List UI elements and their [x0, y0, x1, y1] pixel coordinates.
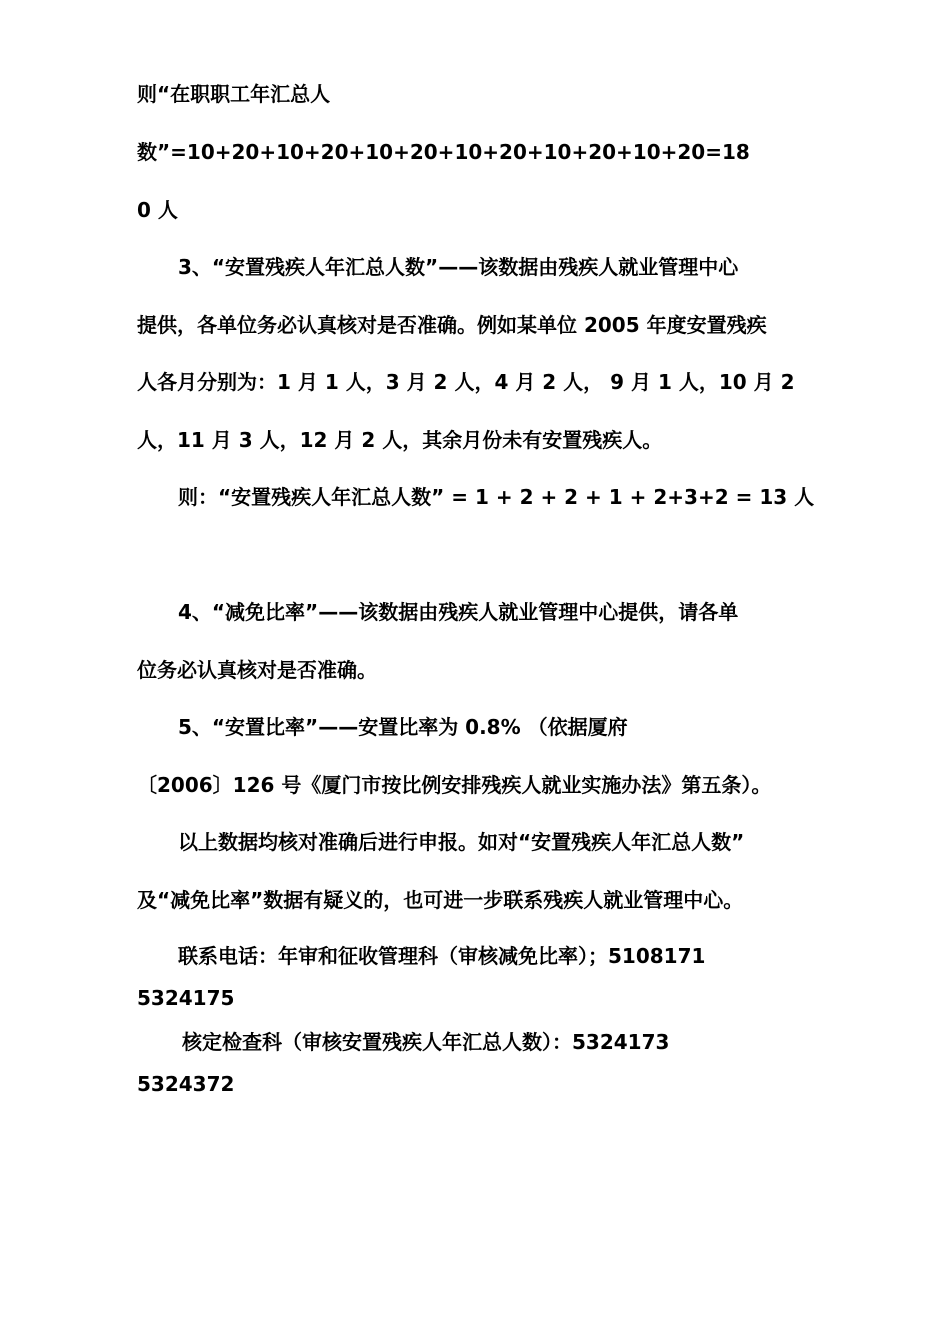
- paragraph-line: 5、“安置比率”——安置比率为 0.8% （依据厦府: [178, 715, 628, 739]
- paragraph-line: 及“减免比率”数据有疑义的，也可进一步联系残疾人就业管理中心。: [137, 888, 744, 912]
- paragraph-line: 位务必认真核对是否准确。: [137, 658, 377, 682]
- paragraph-line: 4、“减免比率”——该数据由残疾人就业管理中心提供，请各单: [178, 600, 739, 624]
- contact-phone-number: 5324175: [137, 986, 235, 1010]
- paragraph-line: 提供，各单位务必认真核对是否准确。例如某单位 2005 年度安置残疾: [137, 313, 767, 337]
- paragraph-line: 则：“安置残疾人年汇总人数” = 1 + 2 + 2 + 1 + 2+3+2 = 13 人: [178, 485, 815, 509]
- paragraph-line: 数”=10+20+10+20+10+20+10+20+10+20+10+20=18: [137, 140, 750, 164]
- contact-phone-line: 核定检查科（审核安置残疾人年汇总人数）：5324173: [182, 1030, 670, 1054]
- paragraph-line: 〔2006〕126 号《厦门市按比例安排残疾人就业实施办法》第五条）。: [137, 773, 772, 797]
- contact-phone-number: 5324372: [137, 1072, 235, 1096]
- paragraph-line: 以上数据均核对准确后进行申报。如对“安置残疾人年汇总人数”: [178, 830, 745, 854]
- contact-phone-line: 联系电话：年审和征收管理科（审核减免比率）；5108171: [178, 944, 706, 968]
- paragraph-line: 0 人: [137, 198, 178, 222]
- paragraph-line: 则“在职职工年汇总人: [137, 82, 331, 106]
- paragraph-line: 3、“安置残疾人年汇总人数”——该数据由残疾人就业管理中心: [178, 255, 739, 279]
- paragraph-line: 人，11 月 3 人，12 月 2 人，其余月份未有安置残疾人。: [137, 428, 663, 452]
- paragraph-line: 人各月分别为：1 月 1 人，3 月 2 人，4 月 2 人， 9 月 1 人，10 月 2: [137, 370, 795, 394]
